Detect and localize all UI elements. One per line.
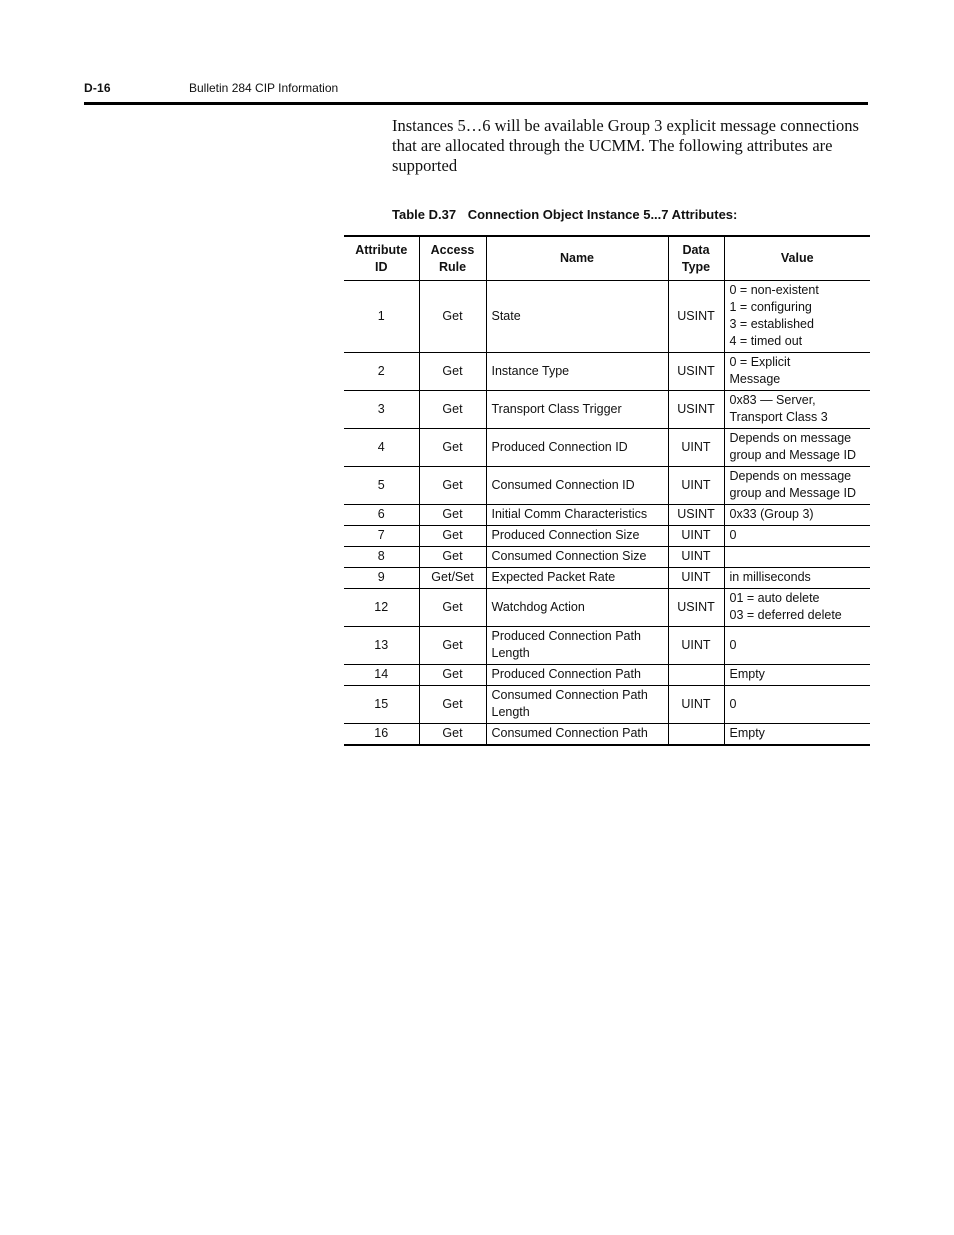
cell-name	[486, 568, 668, 589]
cell-access-rule: Get	[419, 353, 486, 391]
cell-attribute-id: 12	[344, 589, 419, 627]
cell-access-rule: Get	[419, 467, 486, 505]
cell-name-line: Produced Connection Size	[491, 528, 640, 542]
cell-data-type	[668, 665, 724, 686]
cell-access-rule: Get	[419, 429, 486, 467]
cell-attribute-id: 9	[344, 568, 419, 589]
cell-value-line: 03 = deferred delete	[729, 608, 842, 622]
cell-attribute-id: 1	[344, 281, 419, 353]
cell-name-line: Consumed Connection ID	[491, 477, 635, 492]
cell-attribute-id: 16	[344, 724, 419, 746]
table-row	[344, 391, 870, 429]
cell-data-type: UINT	[668, 568, 724, 589]
cell-name	[486, 547, 668, 568]
cell-value	[724, 547, 870, 568]
cell-attribute-id: 14	[344, 665, 419, 686]
table-row	[344, 505, 870, 526]
header-attribute-id: Attribute ID	[355, 242, 408, 274]
cell-value-line: Depends on message	[729, 431, 852, 445]
table-caption-number: Table D.37	[392, 207, 457, 222]
cell-attribute-id: 4	[344, 429, 419, 467]
cell-value-line: 0	[729, 696, 737, 711]
cell-name	[486, 589, 668, 627]
cell-value-line: group and Message ID	[729, 448, 856, 462]
cell-value-line: in milliseconds	[729, 570, 811, 584]
cell-name-line: Consumed Connection Path	[491, 688, 648, 702]
header-access-rule: Access Rule	[419, 236, 486, 281]
cell-data-type: USINT	[668, 391, 724, 429]
cell-access-rule: Get	[419, 724, 486, 746]
cell-value	[724, 281, 870, 353]
cell-access-rule: Get	[419, 391, 486, 429]
cell-data-type: USINT	[668, 353, 724, 391]
table-row	[344, 526, 870, 547]
header-name: Name	[486, 236, 668, 281]
table-row	[344, 353, 870, 391]
attributes-table	[344, 235, 870, 746]
cell-name-line: Length	[491, 646, 530, 660]
cell-name-line: Consumed Connection Path	[491, 726, 648, 740]
cell-access-rule: Get	[419, 627, 486, 665]
cell-access-rule: Get	[419, 686, 486, 724]
intro-paragraph: Instances 5…6 will be available Group 3 explicit message connections that are allocated through the UCMM. The following attributes are supported	[392, 116, 859, 175]
running-title: Bulletin 284 CIP Information	[189, 81, 339, 95]
cell-value	[724, 353, 870, 391]
cell-data-type: UINT	[668, 467, 724, 505]
cell-attribute-id: 7	[344, 526, 419, 547]
cell-data-type: UINT	[668, 429, 724, 467]
table-row	[344, 665, 870, 686]
page-number: D-16	[84, 81, 111, 95]
cell-access-rule: Get	[419, 526, 486, 547]
cell-value-line: Empty	[729, 667, 765, 681]
cell-attribute-id: 15	[344, 686, 419, 724]
cell-value	[724, 724, 870, 746]
table-caption-title: Connection Object Instance 5...7 Attributes:	[467, 207, 738, 222]
cell-value	[724, 665, 870, 686]
cell-name-line: Initial Comm Characteristics	[491, 507, 648, 521]
cell-value-line: Transport Class 3	[729, 410, 828, 424]
cell-name-line: Produced Connection ID	[491, 439, 628, 454]
cell-name-line: Consumed Connection Size	[491, 549, 647, 563]
cell-name-line: Transport Class Trigger	[491, 401, 622, 416]
cell-name	[486, 429, 668, 467]
table-header-row	[344, 236, 870, 281]
cell-value	[724, 589, 870, 627]
cell-value-line: 0 = non-existent	[729, 283, 819, 297]
cell-data-type: USINT	[668, 505, 724, 526]
table-row	[344, 281, 870, 353]
cell-value-line: Message	[729, 372, 781, 386]
table-row	[344, 627, 870, 665]
cell-attribute-id: 5	[344, 467, 419, 505]
cell-value-line: 0	[729, 637, 737, 652]
cell-value	[724, 429, 870, 467]
cell-value	[724, 568, 870, 589]
cell-name	[486, 391, 668, 429]
cell-value	[724, 505, 870, 526]
cell-access-rule: Get/Set	[419, 568, 486, 589]
cell-attribute-id: 6	[344, 505, 419, 526]
cell-data-type: USINT	[668, 281, 724, 353]
header-value: Value	[724, 236, 870, 281]
cell-value-line: group and Message ID	[729, 486, 856, 500]
cell-data-type: UINT	[668, 547, 724, 568]
table-caption	[392, 207, 737, 222]
cell-access-rule: Get	[419, 505, 486, 526]
cell-attribute-id: 2	[344, 353, 419, 391]
cell-attribute-id: 8	[344, 547, 419, 568]
cell-name	[486, 686, 668, 724]
cell-value-line: 01 = auto delete	[729, 591, 820, 605]
cell-data-type: UINT	[668, 526, 724, 547]
cell-name	[486, 526, 668, 547]
cell-name-line: Produced Connection Path	[491, 667, 641, 681]
cell-name-line: State	[491, 308, 521, 323]
cell-value-line: Depends on message	[729, 469, 852, 483]
cell-value	[724, 467, 870, 505]
cell-value	[724, 391, 870, 429]
cell-access-rule: Get	[419, 665, 486, 686]
table-row	[344, 467, 870, 505]
header-data-type: Data Type	[668, 236, 724, 281]
cell-access-rule: Get	[419, 547, 486, 568]
cell-data-type: UINT	[668, 627, 724, 665]
cell-value-line: Empty	[729, 726, 765, 740]
cell-name	[486, 281, 668, 353]
cell-value-line: 0x83 — Server,	[729, 393, 816, 407]
cell-value-line: 0 = Explicit	[729, 355, 791, 369]
table-row	[344, 686, 870, 724]
table-row	[344, 547, 870, 568]
cell-value	[724, 686, 870, 724]
cell-name-line: Produced Connection Path	[491, 629, 641, 643]
cell-value	[724, 627, 870, 665]
cell-attribute-id: 3	[344, 391, 419, 429]
cell-name-line: Watchdog Action	[491, 599, 585, 614]
cell-value-line: 4 = timed out	[729, 334, 803, 348]
table-body	[344, 281, 870, 746]
table-row	[344, 429, 870, 467]
cell-name	[486, 724, 668, 746]
table-row	[344, 724, 870, 746]
cell-access-rule: Get	[419, 281, 486, 353]
cell-name	[486, 505, 668, 526]
cell-name	[486, 467, 668, 505]
cell-data-type: UINT	[668, 686, 724, 724]
cell-name	[486, 353, 668, 391]
cell-name-line: Expected Packet Rate	[491, 570, 616, 584]
cell-name-line: Instance Type	[491, 363, 570, 378]
cell-value-line: 1 = configuring	[729, 300, 812, 314]
cell-attribute-id: 13	[344, 627, 419, 665]
cell-name-line: Length	[491, 705, 530, 719]
cell-value-line: 0	[729, 528, 737, 542]
cell-value-line: 0x33 (Group 3)	[729, 507, 814, 521]
cell-access-rule: Get	[419, 589, 486, 627]
cell-data-type: USINT	[668, 589, 724, 627]
cell-value-line: 3 = established	[729, 317, 814, 331]
table-row	[344, 568, 870, 589]
cell-data-type	[668, 724, 724, 746]
cell-value	[724, 526, 870, 547]
page-header	[84, 80, 868, 105]
cell-name	[486, 665, 668, 686]
table-row	[344, 589, 870, 627]
cell-name	[486, 627, 668, 665]
